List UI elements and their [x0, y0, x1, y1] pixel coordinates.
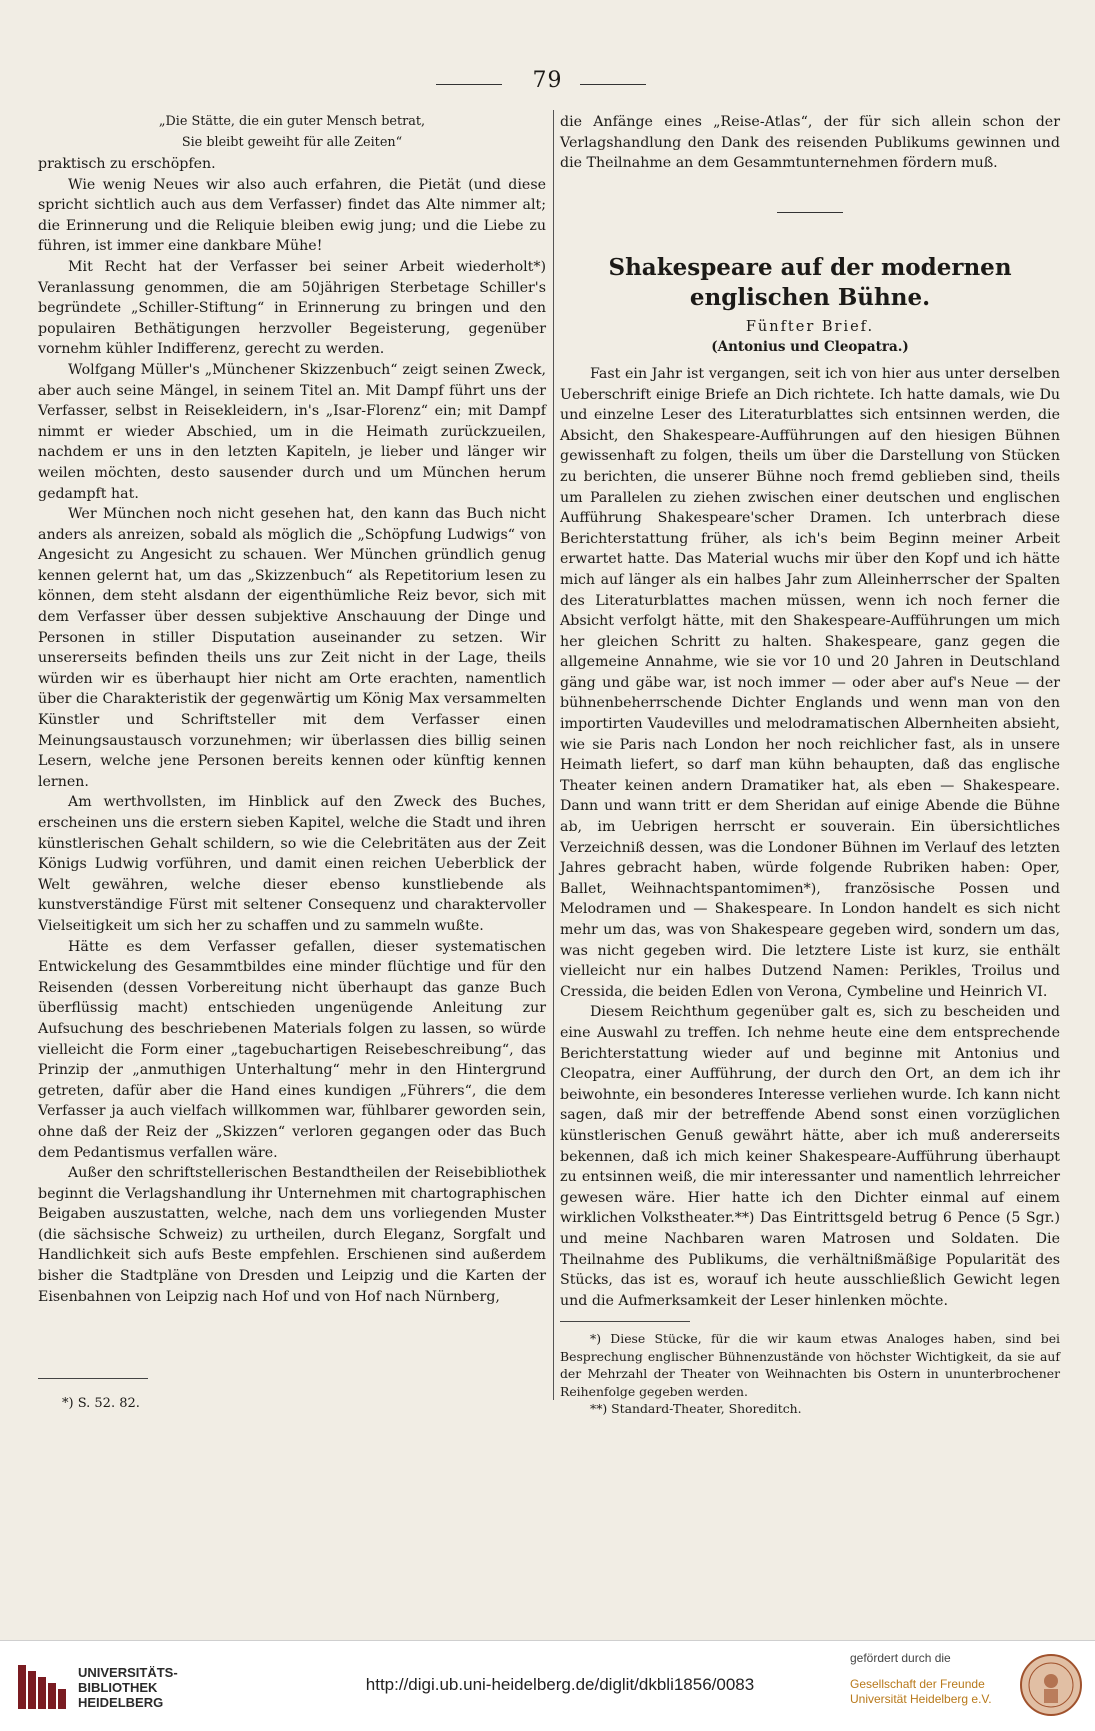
left-column: [38, 112, 546, 1307]
left-footnote-rule: [38, 1378, 148, 1379]
footer-bar: [0, 1640, 1095, 1731]
paragraph: Diesem Reichthum gegenüber galt es, sich zu bescheiden und eine Auswahl zu treffen. Ich nehme heute eine dem entsprechende Berichterstattung wieder auf und beginne mit Antonius und Cleopatra, einer Aufführung, der durch den Ort, an dem ich ihr beiwohnte, ein besonderes Interesse verliehen wurde. Ich kann nicht sagen, daß mir der betreffende Abend sonst einen vorzüglichen künstlerischen Genuß gewährt hätte, aber ich muß andererseits bekennen, daß ich mich keiner Shakespeare-Aufführung überhaupt zu entsinnen weiß, die mir interessanter und namentlich lehrreicher gewesen wäre. Hier hatte ich den Dichter einmal auf einem wirklichen Volkstheater.**) Das Eintrittsgeld betrug 6 Pence (5 Sgr.) und meine Nachbaren waren Matrosen und Soldaten. Die Theilnahme des Publikums, die verhältnißmäßige Popularität des Stücks, das ist es, worauf ich heute ausschließlich Gewicht legen und die Aufmerksamkeit der Leser hinlenken möchte.: [560, 1004, 1060, 1309]
column-divider: [553, 110, 554, 1400]
page-number-rule-right: [580, 84, 646, 85]
section-separator: [777, 212, 843, 213]
motto-line-2: Sie bleibt geweiht für alle Zeiten“: [181, 135, 403, 150]
funding-note: [850, 1651, 1010, 1707]
library-logo-icon: [16, 1663, 68, 1711]
page-number: 79: [532, 68, 563, 93]
footnote-2: **) Standard-Theater, Shoreditch.: [590, 1401, 802, 1417]
library-name: UNIVERSITÄTS- BIBLIOTHEK HEIDELBERG: [78, 1665, 178, 1710]
paragraph: praktisch zu erschöpfen.: [38, 156, 216, 172]
university-seal-icon: [1018, 1651, 1084, 1719]
left-footnote: *) S. 52. 82.: [62, 1396, 140, 1411]
paragraph: Wie wenig Neues wir also auch erfahren, die Pietät (und diese spricht sichtlich auch aus dem Verfasser) findet das Alte nimmer alt; die Erinnerung und die Reliquie bleiben ewig jung; und die Liebe zu führen, ist immer eine dankbare Mühe!: [38, 176, 546, 255]
article-title: Shakespeare auf der modernen englischen Bühne.: [608, 253, 1012, 311]
funded-org[interactable]: Gesellschaft der Freunde Universität Heidelberg e.V.: [850, 1677, 992, 1706]
paragraph: Außer den schriftstellerischen Bestandtheilen der Reisebibliothek beginnt die Verlagshandlung ihr Unternehmen mit chartographischen Beigaben auszustatten, welche, nach dem uns vorliegenden Muster (die sächsische Schweiz) zu urtheilen, durch Eleganz, Sorgfalt und Handlichkeit sich aufs Beste empfehlen. Erschienen sind außerdem bisher die Stadtpläne von Dresden und Leipzig und die Karten der Eisenbahnen von Leipzig nach Hof und von Hof nach Nürnberg,: [38, 1165, 546, 1305]
footnotes: [560, 1330, 1060, 1418]
paragraph: Wolfgang Müller's „Münchener Skizzenbuch“ zeigt seinen Zweck, aber auch seine Mängel, in seinem Titel an. Mit Dampf führt uns der Verfasser, selbst in Reisekleidern, in's „Isar-Florenz“ ein; mit Dampf nimmt er wieder Abschied, um in die Heimath zurückzueilen, nachdem er uns in den letzten Kapiteln, je lieber und länger wir weilen möchten, desto sausender durch und um München herum gedampft hat.: [38, 361, 546, 502]
paragraph: Am werthvollsten, im Hinblick auf den Zweck des Buches, erscheinen uns die erstern sieben Kapitel, welche die Stadt und ihren künstlerischen Gehalt schildern, so wie die Celebritäten aus der Zeit Königs Ludwig vorführen, und damit einen reichen Ueberblick der Welt gewähren, welche dieser ebenso kunstliebende als kunstverständige Fürst mit seltener Consequenz und charaktervoller Vielseitigkeit um sich her zu schaffen und zu sammeln wußte.: [38, 794, 546, 934]
paragraph: Fast ein Jahr ist vergangen, seit ich von hier aus unter derselben Ueberschrift einige Briefe an Dich richtete. Ich hatte damals, wie Du und einzelne Leser des Literaturblattes sich entsinnen werden, die Absicht, den Shakespeare-Aufführungen auf den hiesigen Bühnen gewissenhaft zu folgen, theils um über die Darstellung von Stücken zu berichten, die unserer Bühne noch fremd geblieben sind, theils um Parallelen zu ziehen zwischen einer deutschen und englischen Aufführung Shakespeare'scher Dramen. Ich unterbrach diese Berichterstattung früher, als ich's beim Beginn meiner Arbeit erwartet hatte. Das Material wuchs mir über den Kopf und ich hätte mich auf länger als ein halbes Jahr zum Alleinherrscher der Spalten des Literaturblattes machen müssen, wenn ich noch ferner die Absicht verfolgt hätte, mit den Shakespeare-Aufführungen um mich her gleichen Schritt zu halten. Shakespeare, ganz gegen die allgemeine Annahme, wie sie vor 10 und 20 Jahren in Deutschland gäng und gäbe war, ist noch immer — oder aber auf's Neue — der bühnenbeherrschende Dichter Englands und wenn man von den importirten Vaudevilles und melodramatischen Albernheiten absieht, wie sie Paris nach London her noch reichlicher fast, als in unsere Heimath liefert, so darf man kühn behaupten, daß das englische Theater keinen andern Dramatiker hat, als eben — Shakespeare. Dann und wann tritt er dem Sheridan auf einige Abende die Bühne ab, im Uebrigen herrscht er souverain. Ein übersichtliches Verzeichniß dessen, was die Londoner Bühnen im Verlauf des letzten Jahres gebracht haben, würde folgende Rubriken haben: Oper, Ballet, Weihnachtspantomimen*), französische Possen und Melodramen und — Shakespeare. In London handelt es sich nicht mehr um das, was von Shakespeare gegeben wird, sondern um das, was nicht gegeben wird. Die letztere Liste ist kurz, sie enthält vielleicht nur ein halbes Dutzend Namen: Perikles, Troilus und Cressida, die beiden Edlen von Verona, Cymbeline und Heinrich VI.: [560, 365, 1060, 1000]
paragraph: Hätte es dem Verfasser gefallen, dieser systematischen Entwickelung des Gesammtbildes eine minder flüchtige und für den Reisenden (dessen Vorbereitung nicht überhaupt das ganze Buch überflüssig macht) entschieden ungenügende Anleitung zur Aufsuchung des beschriebenen Materials folgen zu lassen, so würde vielleicht die Form einer „tagebuchartigen Reisebeschreibung“, das Prinzip der „anmuthigen Unterhaltung“ mehr in den Hintergrund getreten, dafür aber die Hand eines kundigen „Führers“, die dem Verfasser ja auch vielfach willkommen war, fühlbarer geworden sein, ohne daß der Reiz der „Skizzen“ verloren gegangen oder das Buch dem Pedantismus verfallen wäre.: [38, 938, 546, 1161]
motto-line-1: „Die Stätte, die ein guter Mensch betrat,: [158, 114, 426, 129]
intro-paragraph: die Anfänge eines „Reise-Atlas“, der für sich allein schon der Verlagshandlung den Dank des reisenden Publikums gewinnen und die Theilnahme an dem Gesammtunternehmen fördern muß.: [560, 114, 1060, 172]
right-column: [560, 112, 1060, 1418]
article-subsubtitle: (Antonius und Cleopatra.): [711, 339, 909, 356]
paragraph: Wer München noch nicht gesehen hat, den kann das Buch nicht anders als anreizen, sobald als möglich die „Schöpfung Ludwigs“ von Angesicht zu Angesicht zu schauen. Wer München gründlich genug kennen gelernt hat, um das „Skizzenbuch“ als Repetitorium lesen zu können, dem steht alsdann der eigenthümliche Reiz bevor, sich mit dem Verfasser über dessen subjektive Anschauung der Dinge und Personen in stiller Disputation auseinander zu setzen. Wir unsererseits befinden theils uns zur Zeit nicht in der Lage, theils würden wir es überhaupt hier nicht am Orte erachten, namentlich über die Charakteristik der gegenwärtig um König Max versammelten Künstler und Schriftsteller mit dem Verfasser einen Meinungsaustausch vorzunehmen; wir überlassen dies billig seinen Lesern, welche jene Personen bereits kennen oder künftig kennen lernen.: [38, 506, 546, 790]
footnote-rule: [560, 1321, 690, 1322]
funded-label: gefördert durch die: [850, 1651, 951, 1665]
paragraph: Mit Recht hat der Verfasser bei seiner Arbeit wiederholt*) Veranlassung genommen, die am 50jährigen Sterbetage Schiller's begründete „Schiller-Stiftung“ in Erinnerung zu bringen und den populairen Bethätigungen herzvoller Begeisterung, gegenüber vornehm kühler Indifferenz, gerecht zu werden.: [38, 258, 546, 358]
source-url-link[interactable]: http://digi.ub.uni-heidelberg.de/diglit/dkbli1856/0083: [365, 1675, 755, 1694]
footnote-1: *) Diese Stücke, für die wir kaum etwas Analoges haben, sind bei Besprechung englischer Bühnenzustände von höchster Wichtigkeit, da sie auf der Mehrzahl der Theater von Weihnachten bis Ostern in ununterbrochener Reihenfolge gegeben werden.: [560, 1331, 1060, 1399]
article-subtitle: Fünfter Brief.: [745, 318, 875, 335]
